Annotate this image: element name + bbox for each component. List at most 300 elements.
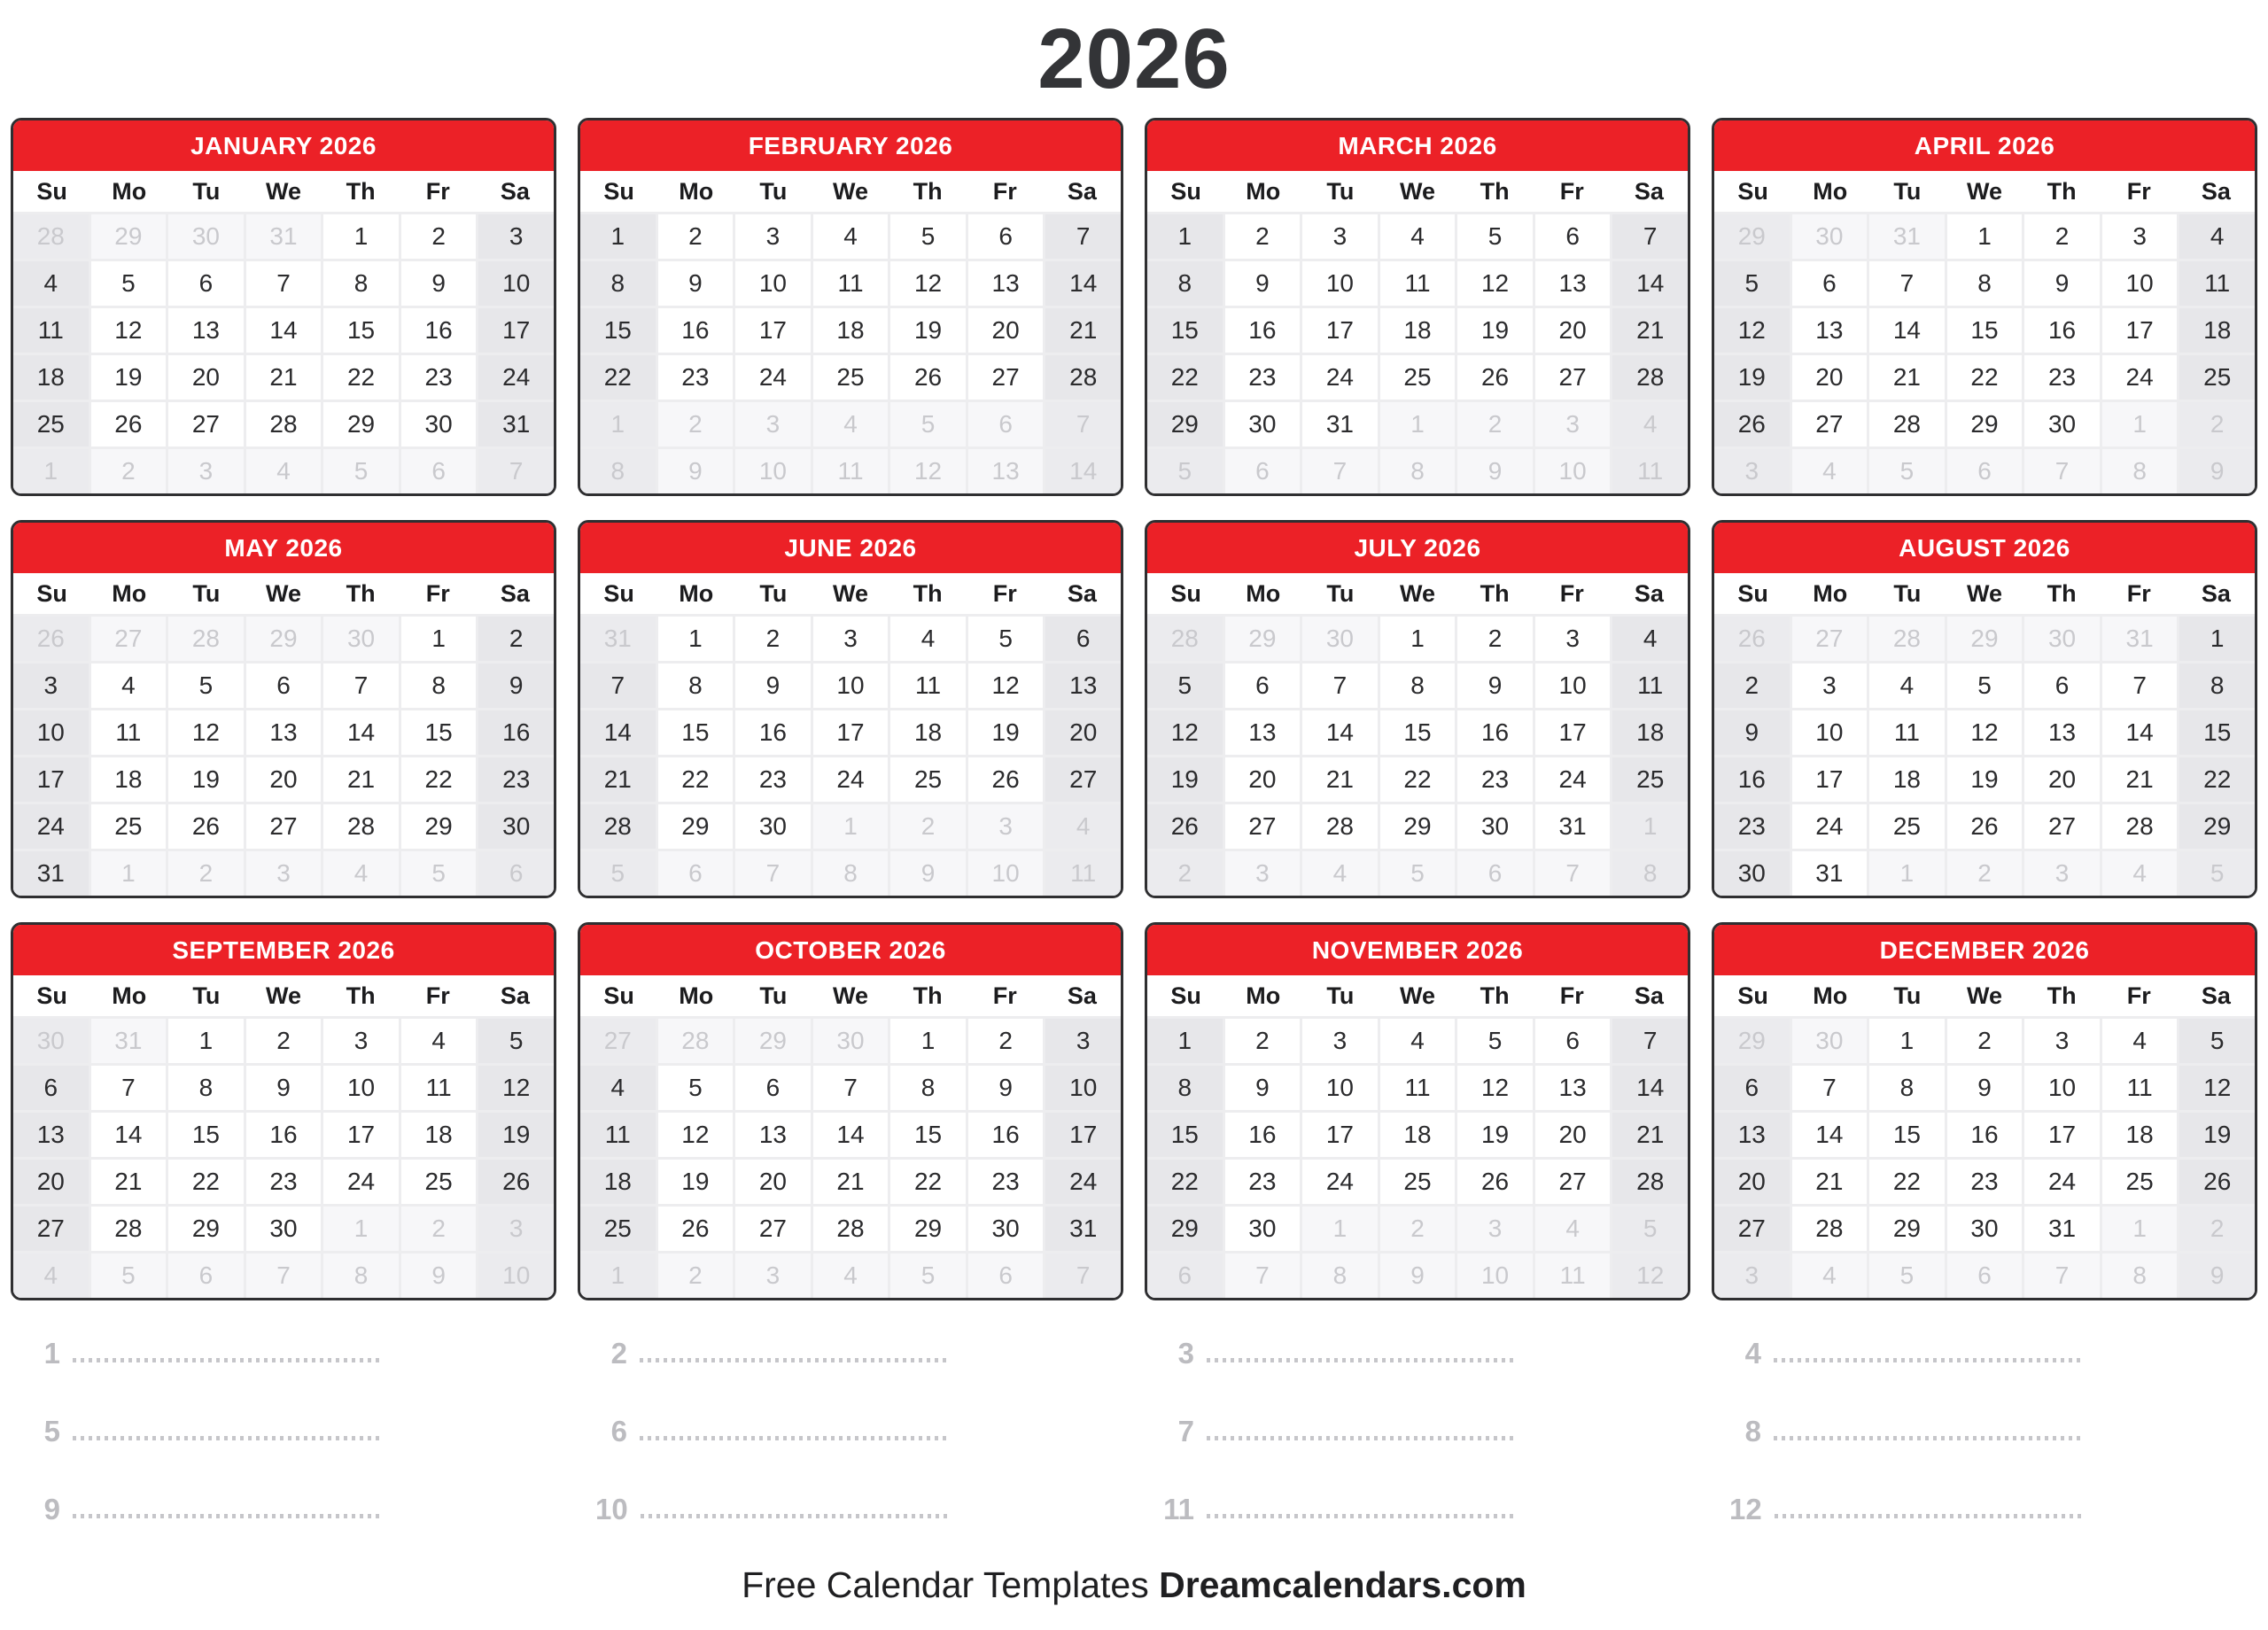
day-cell: 20	[1225, 757, 1301, 802]
day-cell: 26	[2179, 1160, 2255, 1204]
day-cell: 29	[168, 1207, 244, 1251]
day-cell-other-month: 3	[1225, 851, 1301, 896]
day-cell-other-month: 30	[323, 617, 399, 661]
day-cell-other-month: 30	[13, 1019, 89, 1063]
day-cell: 7	[1045, 214, 1121, 259]
day-cell: 17	[2024, 1113, 2100, 1157]
day-cell: 6	[968, 214, 1044, 259]
day-cell: 18	[813, 308, 889, 353]
weekday-label: Mo	[112, 177, 147, 205]
day-cell: 15	[1147, 308, 1223, 353]
day-cell: 5	[1457, 214, 1533, 259]
day-cell-other-month: 4	[1302, 851, 1378, 896]
day-cell: 7	[246, 261, 322, 306]
day-cell: 8	[1147, 261, 1223, 306]
day-cell: 27	[168, 402, 244, 446]
day-cell-other-month: 8	[2102, 1254, 2178, 1298]
calendar-grid	[580, 214, 1121, 493]
day-cell: 13	[1045, 664, 1121, 708]
note-dotted-line	[640, 1436, 950, 1440]
day-cell: 22	[1869, 1160, 1945, 1204]
day-cell: 26	[1457, 355, 1533, 400]
day-cell-other-month: 3	[246, 851, 322, 896]
day-cell: 24	[1792, 804, 1868, 849]
day-cell: 17	[323, 1113, 399, 1157]
day-cell: 31	[1535, 804, 1611, 849]
note-line	[578, 1315, 1123, 1393]
day-cell: 8	[1869, 1066, 1945, 1110]
day-cell: 21	[2102, 757, 2178, 802]
weekday-label: Tu	[1326, 177, 1355, 205]
day-cell: 24	[1535, 757, 1611, 802]
weekday-label: Sa	[2201, 579, 2231, 607]
day-cell: 6	[735, 1066, 811, 1110]
day-cell-other-month: 5	[1612, 1207, 1688, 1251]
note-dotted-line	[1775, 1514, 2085, 1518]
weekday-header-row	[1147, 975, 1688, 1019]
day-cell: 16	[2024, 308, 2100, 353]
day-cell: 4	[13, 261, 89, 306]
weekday-header-row	[1147, 171, 1688, 214]
weekday-label: Su	[603, 177, 634, 205]
month-header	[580, 523, 1121, 573]
day-cell: 11	[1869, 710, 1945, 755]
day-cell: 21	[1302, 757, 1378, 802]
day-cell: 18	[580, 1160, 656, 1204]
weekday-label: Su	[36, 579, 67, 607]
day-cell: 25	[890, 757, 966, 802]
note-number: 2	[610, 1337, 627, 1370]
day-cell: 30	[968, 1207, 1044, 1251]
day-cell-other-month: 7	[2024, 1254, 2100, 1298]
day-cell: 6	[2024, 664, 2100, 708]
weekday-label: Tu	[1893, 177, 1922, 205]
weekday-label: Fr	[992, 177, 1017, 205]
day-cell: 3	[2102, 214, 2178, 259]
weekday-label: Tu	[192, 982, 221, 1009]
day-cell: 9	[1225, 261, 1301, 306]
day-cell: 25	[813, 355, 889, 400]
day-cell: 11	[1380, 1066, 1456, 1110]
day-cell: 12	[478, 1066, 554, 1110]
day-cell-other-month: 30	[2024, 617, 2100, 661]
day-cell-other-month: 10	[1457, 1254, 1533, 1298]
day-cell: 18	[13, 355, 89, 400]
day-cell-other-month: 2	[401, 1207, 477, 1251]
day-cell: 11	[813, 261, 889, 306]
day-cell: 25	[1380, 355, 1456, 400]
weekday-label: Th	[913, 177, 943, 205]
day-cell-other-month: 11	[1045, 851, 1121, 896]
day-cell: 29	[401, 804, 477, 849]
day-cell: 3	[813, 617, 889, 661]
day-cell-other-month: 5	[2179, 851, 2255, 896]
weekday-header-row	[13, 171, 554, 214]
weekday-label: Sa	[2201, 982, 2231, 1009]
day-cell: 3	[1792, 664, 1868, 708]
day-cell: 10	[1535, 664, 1611, 708]
day-cell: 9	[1714, 710, 1790, 755]
calendar-grid	[1147, 214, 1688, 493]
day-cell-other-month: 11	[813, 449, 889, 493]
day-cell: 25	[1380, 1160, 1456, 1204]
day-cell: 6	[1535, 214, 1611, 259]
day-cell: 25	[13, 402, 89, 446]
day-cell: 1	[1147, 214, 1223, 259]
day-cell: 27	[1225, 804, 1301, 849]
day-cell: 21	[580, 757, 656, 802]
day-cell-other-month: 7	[1302, 449, 1378, 493]
note-line	[578, 1393, 1123, 1471]
day-cell-other-month: 6	[968, 402, 1044, 446]
day-cell: 2	[1225, 1019, 1301, 1063]
day-cell: 22	[1947, 355, 2023, 400]
day-cell: 29	[1947, 402, 2023, 446]
day-cell: 3	[735, 214, 811, 259]
day-cell-other-month: 4	[2102, 851, 2178, 896]
day-cell: 4	[91, 664, 167, 708]
day-cell: 17	[1792, 757, 1868, 802]
day-cell: 27	[968, 355, 1044, 400]
day-cell: 24	[13, 804, 89, 849]
weekday-label: We	[1399, 982, 1435, 1009]
day-cell: 21	[246, 355, 322, 400]
note-line	[1145, 1315, 1690, 1393]
day-cell: 24	[2102, 355, 2178, 400]
weekday-label: Tu	[192, 177, 221, 205]
weekday-label: We	[1966, 579, 2002, 607]
day-cell: 31	[1792, 851, 1868, 896]
day-cell-other-month: 2	[658, 1254, 734, 1298]
day-cell: 21	[1612, 308, 1688, 353]
weekday-label: Sa	[2201, 177, 2231, 205]
day-cell: 15	[580, 308, 656, 353]
day-cell: 15	[168, 1113, 244, 1157]
weekday-label: Tu	[1893, 579, 1922, 607]
day-cell: 22	[1147, 1160, 1223, 1204]
day-cell: 12	[168, 710, 244, 755]
day-cell: 6	[1225, 664, 1301, 708]
day-cell: 5	[1147, 664, 1223, 708]
day-cell: 11	[2179, 261, 2255, 306]
day-cell: 7	[1612, 214, 1688, 259]
calendar-grid	[13, 617, 554, 896]
day-cell: 7	[2102, 664, 2178, 708]
day-cell-other-month: 5	[890, 1254, 966, 1298]
day-cell: 1	[168, 1019, 244, 1063]
day-cell: 18	[1612, 710, 1688, 755]
day-cell-other-month: 26	[1714, 617, 1790, 661]
note-dotted-line	[641, 1514, 951, 1518]
day-cell: 2	[658, 214, 734, 259]
day-cell: 16	[1225, 1113, 1301, 1157]
day-cell: 15	[890, 1113, 966, 1157]
day-cell: 10	[2024, 1066, 2100, 1110]
day-cell-other-month: 2	[1380, 1207, 1456, 1251]
weekday-label: Tu	[1326, 579, 1355, 607]
calendar-grid	[1714, 214, 2255, 493]
day-cell: 10	[323, 1066, 399, 1110]
day-cell-other-month: 8	[1302, 1254, 1378, 1298]
day-cell: 13	[1225, 710, 1301, 755]
day-cell: 27	[13, 1207, 89, 1251]
day-cell: 26	[91, 402, 167, 446]
day-cell: 9	[1457, 664, 1533, 708]
day-cell-other-month: 3	[1457, 1207, 1533, 1251]
day-cell: 6	[1714, 1066, 1790, 1110]
weekday-label: Fr	[425, 982, 450, 1009]
day-cell: 27	[735, 1207, 811, 1251]
day-cell: 17	[1302, 1113, 1378, 1157]
day-cell: 14	[1612, 1066, 1688, 1110]
day-cell-other-month: 5	[890, 402, 966, 446]
day-cell-other-month: 27	[91, 617, 167, 661]
day-cell: 14	[91, 1113, 167, 1157]
weekday-label: Sa	[500, 177, 530, 205]
day-cell: 11	[91, 710, 167, 755]
day-cell: 21	[1869, 355, 1945, 400]
day-cell: 19	[168, 757, 244, 802]
day-cell: 23	[1457, 757, 1533, 802]
day-cell: 5	[968, 617, 1044, 661]
day-cell: 5	[1457, 1019, 1533, 1063]
day-cell-other-month: 9	[401, 1254, 477, 1298]
day-cell: 23	[968, 1160, 1044, 1204]
day-cell: 12	[1457, 261, 1533, 306]
day-cell-other-month: 5	[1380, 851, 1456, 896]
weekday-label: Mo	[112, 982, 147, 1009]
day-cell: 3	[1302, 214, 1378, 259]
month-title: JANUARY 2026	[190, 131, 377, 159]
month-card	[1712, 520, 2257, 898]
day-cell: 6	[246, 664, 322, 708]
weekday-label: We	[832, 177, 868, 205]
day-cell: 4	[1869, 664, 1945, 708]
day-cell: 5	[1714, 261, 1790, 306]
day-cell: 23	[401, 355, 477, 400]
weekday-label: Tu	[1893, 982, 1922, 1009]
month-title: APRIL 2026	[1914, 131, 2055, 159]
day-cell: 11	[580, 1113, 656, 1157]
month-header	[13, 523, 554, 573]
day-cell: 31	[1045, 1207, 1121, 1251]
day-cell-other-month: 3	[168, 449, 244, 493]
day-cell-other-month: 27	[580, 1019, 656, 1063]
day-cell: 25	[1612, 757, 1688, 802]
notes-column	[1145, 1315, 1690, 1548]
day-cell: 3	[2024, 1019, 2100, 1063]
day-cell-other-month: 6	[658, 851, 734, 896]
day-cell-other-month: 30	[1792, 1019, 1868, 1063]
notes-column	[1712, 1315, 2257, 1548]
day-cell: 20	[1045, 710, 1121, 755]
day-cell-other-month: 4	[1792, 1254, 1868, 1298]
calendar-grid	[1714, 1019, 2255, 1298]
day-cell: 23	[1225, 355, 1301, 400]
day-cell: 2	[246, 1019, 322, 1063]
day-cell-other-month: 11	[1612, 449, 1688, 493]
day-cell-other-month: 2	[1147, 851, 1223, 896]
day-cell: 31	[1302, 402, 1378, 446]
month-title: JULY 2026	[1354, 533, 1481, 562]
weekday-label: We	[265, 982, 301, 1009]
day-cell: 4	[1380, 1019, 1456, 1063]
day-cell-other-month: 6	[1947, 449, 2023, 493]
day-cell: 9	[401, 261, 477, 306]
day-cell: 4	[580, 1066, 656, 1110]
note-line	[578, 1471, 1123, 1548]
day-cell: 1	[2179, 617, 2255, 661]
day-cell: 22	[2179, 757, 2255, 802]
day-cell: 8	[323, 261, 399, 306]
day-cell-other-month: 8	[580, 449, 656, 493]
day-cell: 28	[580, 804, 656, 849]
weekday-label: Fr	[2126, 982, 2151, 1009]
weekday-label: Tu	[1326, 982, 1355, 1009]
note-number: 8	[1744, 1415, 1761, 1448]
day-cell: 22	[890, 1160, 966, 1204]
day-cell: 19	[890, 308, 966, 353]
day-cell: 3	[478, 214, 554, 259]
day-cell: 5	[1947, 664, 2023, 708]
day-cell: 1	[1147, 1019, 1223, 1063]
day-cell: 9	[2024, 261, 2100, 306]
day-cell-other-month: 28	[13, 214, 89, 259]
day-cell: 20	[2024, 757, 2100, 802]
day-cell-other-month: 2	[2179, 1207, 2255, 1251]
note-number: 9	[43, 1493, 60, 1525]
day-cell: 8	[1380, 664, 1456, 708]
note-dotted-line	[1774, 1358, 2084, 1362]
weekday-label: Sa	[1634, 579, 1664, 607]
day-cell: 8	[168, 1066, 244, 1110]
day-cell: 2	[2024, 214, 2100, 259]
day-cell-other-month: 6	[1225, 449, 1301, 493]
day-cell-other-month: 2	[658, 402, 734, 446]
day-cell: 26	[1457, 1160, 1533, 1204]
weekday-header-row	[1714, 171, 2255, 214]
weekday-label: Mo	[1246, 579, 1281, 607]
day-cell: 6	[1535, 1019, 1611, 1063]
weekday-label: We	[1399, 177, 1435, 205]
weekday-label: Th	[1480, 579, 1510, 607]
day-cell: 27	[246, 804, 322, 849]
weekday-label: Mo	[1813, 177, 1848, 205]
day-cell-other-month: 3	[735, 1254, 811, 1298]
day-cell: 18	[2102, 1113, 2178, 1157]
day-cell: 10	[1302, 1066, 1378, 1110]
weekday-label: Su	[1170, 579, 1201, 607]
day-cell-other-month: 29	[1714, 1019, 1790, 1063]
note-number: 11	[1163, 1493, 1194, 1525]
weekday-label: Mo	[1246, 982, 1281, 1009]
day-cell-other-month: 1	[580, 1254, 656, 1298]
day-cell-other-month: 10	[478, 1254, 554, 1298]
day-cell-other-month: 7	[478, 449, 554, 493]
note-number: 10	[595, 1493, 628, 1525]
day-cell: 1	[323, 214, 399, 259]
day-cell: 8	[1947, 261, 2023, 306]
day-cell: 20	[168, 355, 244, 400]
weekday-label: Tu	[759, 177, 788, 205]
day-cell: 18	[91, 757, 167, 802]
day-cell-other-month: 1	[2102, 1207, 2178, 1251]
day-cell: 29	[890, 1207, 966, 1251]
day-cell-other-month: 7	[735, 851, 811, 896]
day-cell: 21	[1612, 1113, 1688, 1157]
day-cell: 24	[2024, 1160, 2100, 1204]
note-line	[11, 1471, 556, 1548]
day-cell-other-month: 5	[1147, 449, 1223, 493]
day-cell-other-month: 29	[1714, 214, 1790, 259]
day-cell: 10	[13, 710, 89, 755]
day-cell: 30	[1947, 1207, 2023, 1251]
day-cell-other-month: 31	[91, 1019, 167, 1063]
weekday-label: Su	[603, 982, 634, 1009]
month-title: MARCH 2026	[1338, 131, 1497, 159]
month-card	[578, 520, 1123, 898]
day-cell: 15	[658, 710, 734, 755]
day-cell: 20	[246, 757, 322, 802]
day-cell: 28	[1612, 1160, 1688, 1204]
day-cell: 16	[968, 1113, 1044, 1157]
day-cell-other-month: 29	[1947, 617, 2023, 661]
day-cell: 7	[91, 1066, 167, 1110]
day-cell: 12	[91, 308, 167, 353]
day-cell: 12	[1947, 710, 2023, 755]
day-cell: 9	[246, 1066, 322, 1110]
note-number: 5	[43, 1415, 60, 1448]
day-cell: 5	[658, 1066, 734, 1110]
day-cell: 23	[658, 355, 734, 400]
note-number: 12	[1729, 1493, 1762, 1525]
day-cell: 1	[1869, 1019, 1945, 1063]
day-cell-other-month: 4	[13, 1254, 89, 1298]
footer-text: Free Calendar Templates	[742, 1564, 1149, 1605]
day-cell: 9	[968, 1066, 1044, 1110]
day-cell: 29	[1380, 804, 1456, 849]
note-dotted-line	[73, 1436, 383, 1440]
day-cell: 23	[1225, 1160, 1301, 1204]
weekday-label: Sa	[500, 982, 530, 1009]
calendar-grid	[580, 1019, 1121, 1298]
day-cell: 2	[735, 617, 811, 661]
day-cell: 23	[478, 757, 554, 802]
day-cell: 10	[478, 261, 554, 306]
weekday-label: Tu	[759, 579, 788, 607]
day-cell: 13	[2024, 710, 2100, 755]
day-cell: 26	[968, 757, 1044, 802]
day-cell-other-month: 2	[1947, 851, 2023, 896]
day-cell: 12	[890, 261, 966, 306]
weekday-label: Sa	[500, 579, 530, 607]
day-cell: 4	[2179, 214, 2255, 259]
day-cell: 16	[658, 308, 734, 353]
day-cell-other-month: 13	[968, 449, 1044, 493]
day-cell: 29	[1147, 1207, 1223, 1251]
notes-column	[578, 1315, 1123, 1548]
day-cell: 23	[2024, 355, 2100, 400]
day-cell: 21	[813, 1160, 889, 1204]
day-cell: 22	[168, 1160, 244, 1204]
weekday-label: We	[265, 177, 301, 205]
day-cell: 26	[890, 355, 966, 400]
day-cell: 20	[1535, 308, 1611, 353]
day-cell: 12	[968, 664, 1044, 708]
day-cell: 25	[580, 1207, 656, 1251]
day-cell: 11	[401, 1066, 477, 1110]
day-cell: 12	[658, 1113, 734, 1157]
